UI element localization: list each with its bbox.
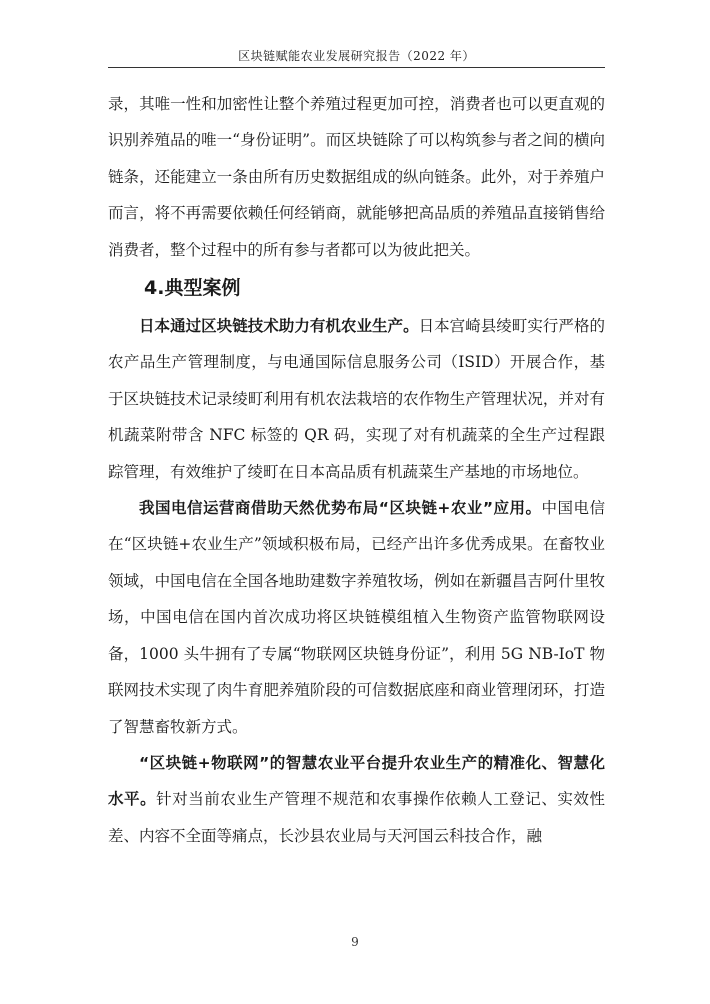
case-telecom-text: 中国电信在“区块链+农业生产”领域积极布局，已经产出许多优秀成果。在畜牧业领域，中国电信在全国各地助建数字养殖牧场，例如在新疆昌吉阿什里牧场，中国电信在国内首次成功将区块链模组植入生物资产监管物联网设备，1000 头牛拥有了专属“物联网区块链身份证”，利用 5G NB-IoT 物联网技术实现了肉牛育肥养殖阶段的可信数据底座和商业管理闭环，打造了智慧畜牧新方式。 (108, 499, 605, 736)
paragraph-intro: 录，其唯一性和加密性让整个养殖过程更加可控，消费者也可以更直观的识别养殖品的唯一“身份证明”。而区块链除了可以构筑参与者之间的横向链条，还能建立一条由所有历史数据组成的纵向链条。此外，对于养殖户而言，将不再需要依赖任何经销商，就能够把高品质的养殖品直接销售给消费者，整个过程中的所有参与者都可以为彼此把关。 (108, 95, 605, 259)
header-divider (108, 67, 605, 68)
case-telecom-lead: 我国电信运营商借助天然优势布局“区块链+农业”应用。 (139, 499, 542, 518)
body-text (108, 86, 605, 854)
case-iot-lead: “区块链+物联网”的智慧农业平台提升农业生产的精准化、智慧化水平。 (108, 753, 605, 809)
paragraph-case-telecom (108, 490, 605, 745)
paragraph-case-japan (108, 308, 605, 490)
case-japan-lead: 日本通过区块链技术助力有机农业生产。 (139, 317, 419, 336)
section-heading: 4.典型案例 (144, 277, 241, 300)
paragraph-case-iot (108, 745, 605, 854)
running-header: 区块链赋能农业发展研究报告（2022 年） (238, 49, 475, 63)
page-number: 9 (351, 935, 359, 949)
case-iot-text: 针对当前农业生产管理不规范和农事操作依赖人工登记、实效性差、内容不全面等痛点，长沙县农业局与天河国云科技合作，融 (108, 790, 605, 845)
case-japan-text: 日本宫崎县绫町实行严格的农产品生产管理制度，与电通国际信息服务公司（ISID）开展合作，基于区块链技术记录绫町利用有机农法栽培的农作物生产管理状况，并对有机蔬菜附带含 NFC 标签的 QR 码，实现了对有机蔬菜的全生产过程跟踪管理，有效维护了绫町在日本高品质有机蔬菜生产基地的市场地位。 (108, 317, 605, 481)
